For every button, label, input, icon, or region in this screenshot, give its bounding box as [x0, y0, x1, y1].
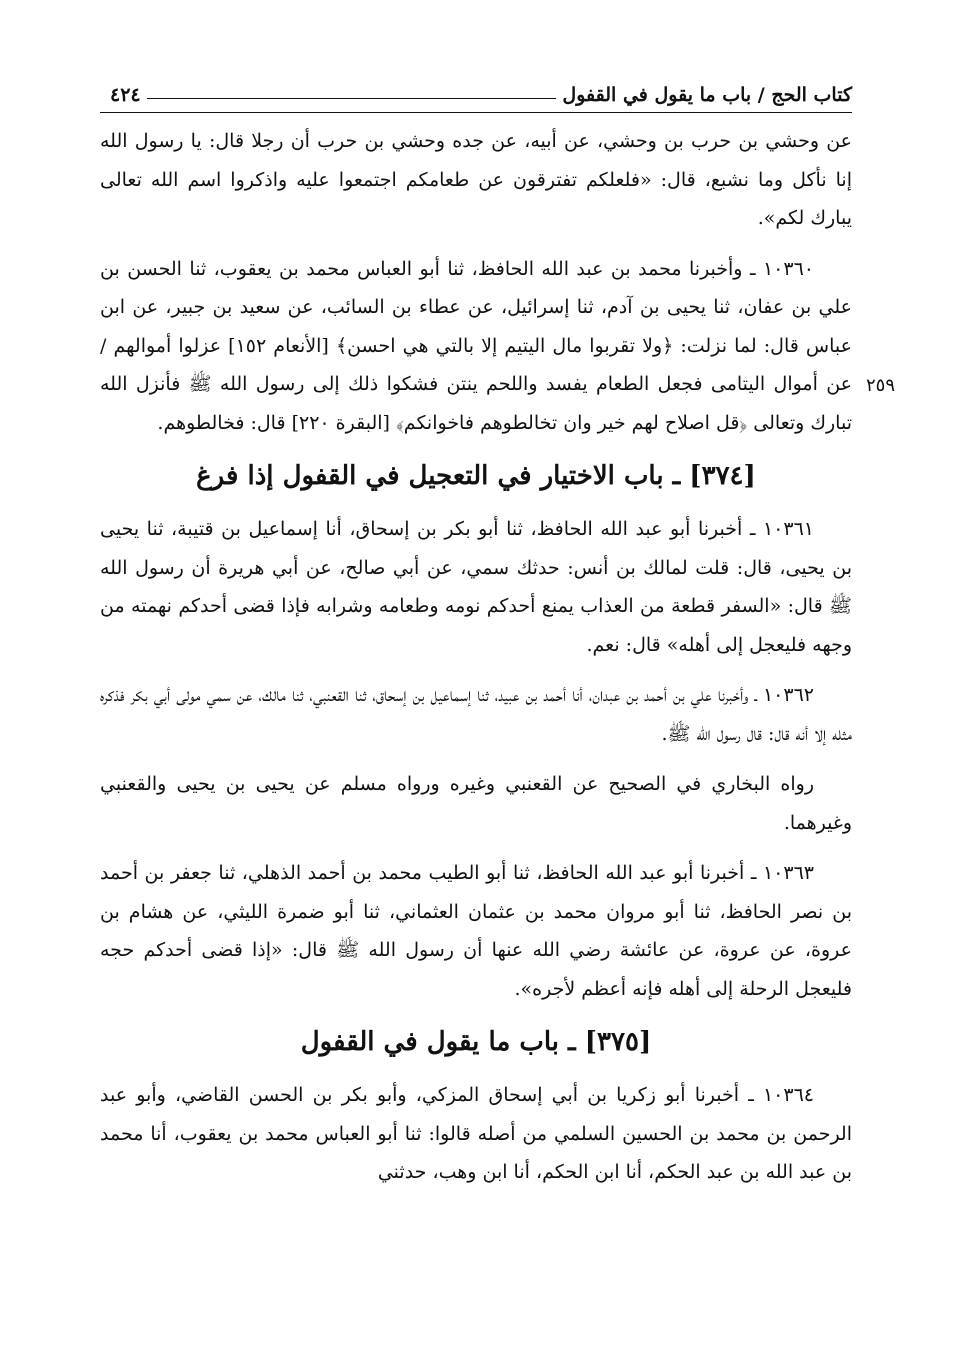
hadith-10363: ١٠٣٦٣ ـ أخبرنا أبو عبد الله الحافظ، ثنا أبو الطيب محمد بن أحمد الذهلي، ثنا جعفر بن أحمد بن نصر الحافظ، ثنا أبو مروان محمد بن عثمان العثماني، ثنا أبو ضمرة الليثي، عن هشام بن عروة، عن عروة، عن عائشة رضي الله عنها أن رسول الله ﷺ قال: «إذا قضى أحدكم حجه فليعجل الرحلة إلى أهله فإنه أعظم لأجره».: [100, 862, 852, 1000]
margin-page-reference: ٢٥٩: [866, 375, 896, 396]
page-number: ٤٢٤: [110, 84, 141, 106]
chapter-heading-374: [٣٧٤] ـ باب الاختيار في التعجيل في القفول إذا فرغ: [196, 461, 756, 491]
hadith-10364: ١٠٣٦٤ ـ أخبرنا أبو زكريا بن أبي إسحاق المزكي، وأبو بكر بن الحسن القاضي، وأبو عبد الرحمن بن محمد بن الحسين السلمي من أصله قالوا: ثنا أبو العباس محمد بن يعقوب، أنا محمد بن عبد الله بن عبد الحكم، أنا ابن الحكم، أنا ابن وهب، حدثني: [100, 1084, 852, 1183]
paragraph-continuation: عن وحشي بن حرب بن وحشي، عن أبيه، عن جده وحشي بن حرب أن رجلا قال: يا رسول الله إنا نأكل وما نشبع، قال: «فلعلكم تفترقون عن طعامكم اجتمعوا عليه واذكروا اسم الله تعالى يبارك لكم».: [100, 130, 852, 229]
hadith-10360: ١٠٣٦٠ ـ وأخبرنا محمد بن عبد الله الحافظ، ثنا أبو العباس محمد بن يعقوب، ثنا الحسن بن علي بن عفان، ثنا يحيى بن آدم، ثنا إسرائيل، عن عطاء بن السائب، عن سعيد بن جبير، عن ابن عباس قال: لما نزلت: ﴿ولا تقربوا مال اليتيم إلا بالتي هي احسن﴾ [الأنعام ١٥٢] عزلوا أموالهم / عن أموال اليتامى فجعل الطعام يفسد واللحم ينتن فشكوا ذلك إلى رسول الله ﷺ فأنزل الله تبارك وتعالى ﴿قل اصلاح لهم خير وان تخالطوهم فاخوانكم﴾ [البقرة ٢٢٠] قال: فخالطوهم.: [100, 257, 852, 434]
chapter-heading-375: [٣٧٥] ـ باب ما يقول في القفول: [300, 1027, 652, 1057]
header-rule: [147, 98, 557, 99]
narration-note: رواه البخاري في الصحيح عن القعنبي وغيره ورواه مسلم عن يحيى بن يحيى والقعنبي وغيرهما.: [100, 773, 852, 834]
hadith-10361: ١٠٣٦١ ـ أخبرنا أبو عبد الله الحافظ، ثنا أبو بكر بن إسحاق، أنا إسماعيل بن قتيبة، ثنا يحيى بن يحيى، قال: قلت لمالك بن أنس: حدثك سمي، عن أبي صالح، عن أبي هريرة أن رسول الله ﷺ قال: «السفر قطعة من العذاب يمنع أحدكم نومه وطعامه وشرابه فإذا قضى أحدكم نهمته من وجهه فليعجل إلى أهله» قال: نعم.: [100, 518, 852, 656]
header-underline: [100, 112, 852, 113]
page-body: [100, 122, 852, 1204]
header-title: كتاب الحج / باب ما يقول في القفول: [562, 84, 852, 106]
hadith-10362: ١٠٣٦٢ ـ وأخبرنا علي بن أحمد بن عبدان، أنا أحمد بن عبيد، ثنا إسماعيل بن إسحاق، ثنا القعنبي، ثنا مالك، عن سمي مولى أبي بكر فذكره مثله إلا أنه قال: قال رسول الله ﷺ.: [100, 684, 852, 745]
running-header: [100, 78, 852, 112]
